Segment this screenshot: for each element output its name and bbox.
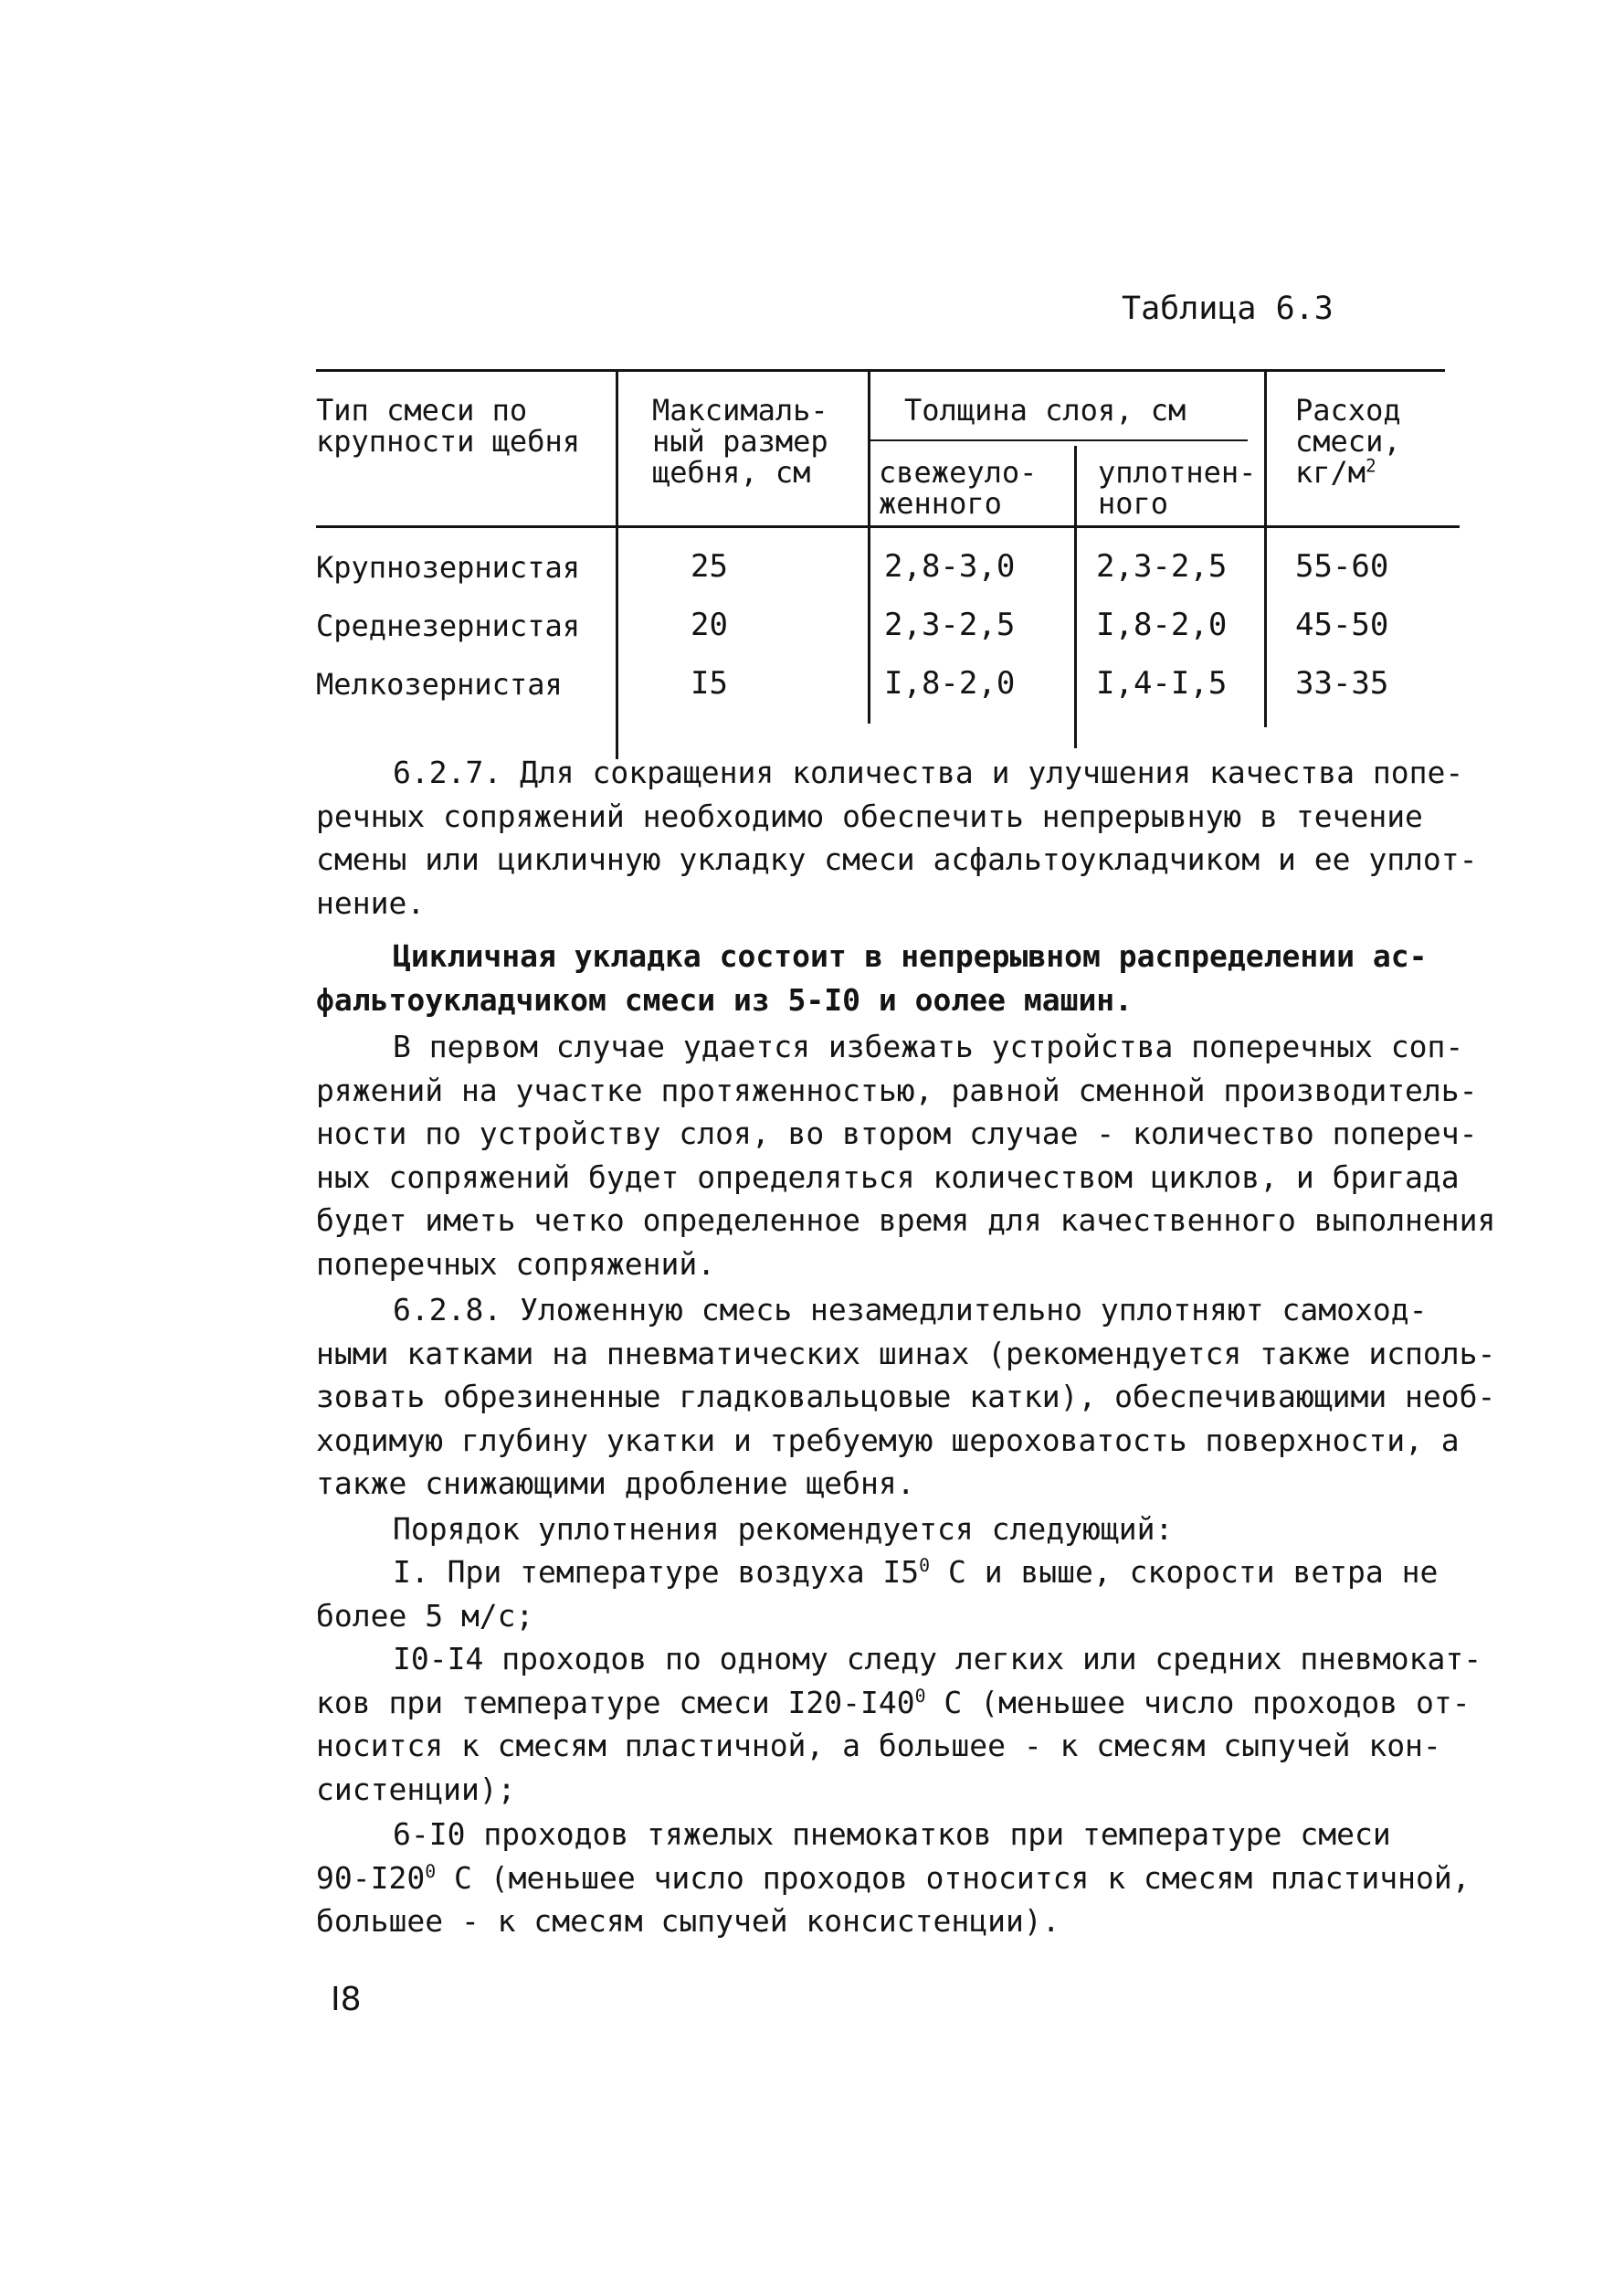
text-line: ных сопряжений будет определяться количеством циклов, и бригада [316, 1158, 1460, 1195]
header-consumption [1295, 395, 1401, 488]
text-line: зовать обрезиненные гладковальцовые катки), обеспечивающими необ- [316, 1379, 1496, 1414]
header-compacted: уплотнен- ного [1098, 455, 1257, 521]
text-line: ряжений на участке протяженностью, равной сменной производитель- [316, 1072, 1478, 1108]
page-number: I8 [331, 1981, 362, 2018]
row-1-fresh: 2,8-3,0 [884, 548, 1016, 585]
paragraph-light-rollers [316, 1637, 1482, 1811]
row-2-compacted: I,8-2,0 [1096, 607, 1228, 643]
table-group-rule [870, 439, 1248, 441]
text-line: ности по устройству слоя, во втором случае - количество попереч- [316, 1116, 1478, 1151]
paragraph-compaction-order [316, 1507, 1476, 1551]
light-rollers-text-a: ков при температуре смеси I20-I40 [316, 1684, 915, 1720]
header-max-size: Максималь- ный размер щебня, см [652, 393, 828, 490]
row-3-consumption: 33-35 [1295, 665, 1389, 702]
heavy-rollers-text-b: С (меньшее число проходов относится к смесям пластичной, [436, 1859, 1471, 1896]
paragraph-first-case [316, 1025, 1496, 1285]
text-line: 6.2.7. Для сокращения количества и улучшения качества попе- [393, 755, 1464, 790]
text-line: также снижающими дробление щебня. [316, 1465, 915, 1501]
text-line: В первом случае удается избежать устройства поперечных соп- [393, 1029, 1464, 1064]
table-caption: Таблица 6.3 [1122, 291, 1334, 327]
text-line: Цикличная укладка состоит в непрерывном распределении ас- [393, 938, 1428, 974]
text-line: смены или цикличную укладку смеси асфальтоукладчиком и ее уплот- [316, 841, 1478, 877]
header-consumption-text: Расход смеси, кг/м [1295, 393, 1401, 490]
text-line: будет иметь четко определенное время для качественного выполнения [316, 1202, 1496, 1238]
text-line: фальтоукладчиком смеси из 5-I0 и оолее машин. [316, 981, 1134, 1018]
table-divider-2 [868, 369, 870, 724]
text-line: Порядок уплотнения рекомендуется следующий: [393, 1511, 1174, 1547]
text-line: большее - к смесям сыпучей консистенции). [316, 1903, 1060, 1939]
header-consumption-sup: 2 [1366, 455, 1376, 477]
paragraph-item-1 [316, 1550, 1476, 1637]
text-line: 6-I0 проходов тяжелых пнемокатков при температуре смеси [393, 1816, 1391, 1852]
text-line: нение. [316, 884, 426, 921]
table-top-rule [316, 369, 1445, 372]
row-1-size: 25 [691, 548, 728, 585]
text-line: систенции); [316, 1771, 516, 1807]
row-3-type: Мелкозернистая [316, 667, 563, 702]
text-line [316, 1550, 1476, 1594]
row-3-fresh: I,8-2,0 [884, 665, 1016, 702]
text-line: поперечных сопряжений. [316, 1245, 716, 1282]
row-2-consumption: 45-50 [1295, 607, 1389, 643]
text-line [316, 1681, 1476, 1725]
row-3-compacted: I,4-I,5 [1096, 665, 1228, 702]
text-line: I0-I4 проходов по одному следу легких или средних пневмокат- [393, 1641, 1482, 1676]
text-line: речных сопряжений необходимо обеспечить непрерывную в течение [316, 798, 1423, 834]
paragraph-cyclic-laying [316, 935, 1476, 1021]
text-line: 6.2.8. Уложенную смесь незамедлительно уплотняют самоход- [393, 1292, 1428, 1327]
table-header-bottom-rule [316, 525, 1460, 528]
header-fresh-laid: свежеуло- женного [879, 455, 1038, 521]
row-2-fresh: 2,3-2,5 [884, 607, 1016, 643]
row-3-size: I5 [691, 665, 728, 702]
row-1-consumption: 55-60 [1295, 548, 1389, 585]
item-1-text-b: С и выше, скорости ветра не [930, 1554, 1439, 1590]
row-1-type: Крупнозернистая [316, 550, 580, 585]
heavy-rollers-text-a: 90-I20 [316, 1859, 426, 1896]
text-line: более 5 м/с; [316, 1597, 534, 1634]
degree-sup: 0 [919, 1555, 931, 1576]
text-line: ходимую глубину укатки и требуемую шероховатость поверхности, а [316, 1422, 1460, 1458]
degree-sup: 0 [425, 1860, 437, 1882]
header-mix-type: Тип смеси по крупности щебня [316, 393, 580, 459]
item-1-text-a: I. При температуре воздуха I5 [393, 1554, 920, 1590]
row-2-size: 20 [691, 607, 728, 643]
text-line [316, 1856, 1476, 1900]
row-1-compacted: 2,3-2,5 [1096, 548, 1228, 585]
paragraph-heavy-rollers [316, 1813, 1476, 1943]
table-divider-4 [1264, 369, 1267, 727]
header-layer-thickness: Толщина слоя, см [904, 393, 1186, 428]
table-divider-1 [616, 369, 618, 759]
paragraph-6-2-7 [316, 751, 1476, 925]
text-line: носится к смесям пластичной, а большее - к смесям сыпучей кон- [316, 1728, 1441, 1763]
light-rollers-text-b: С (меньшее число проходов от- [925, 1684, 1471, 1720]
degree-sup: 0 [914, 1685, 926, 1707]
text-line: ными катками на пневматических шинах (рекомендуется также исполь- [316, 1335, 1496, 1371]
row-2-type: Среднезернистая [316, 608, 580, 643]
table-divider-3 [1074, 446, 1077, 748]
paragraph-6-2-8 [316, 1288, 1496, 1506]
